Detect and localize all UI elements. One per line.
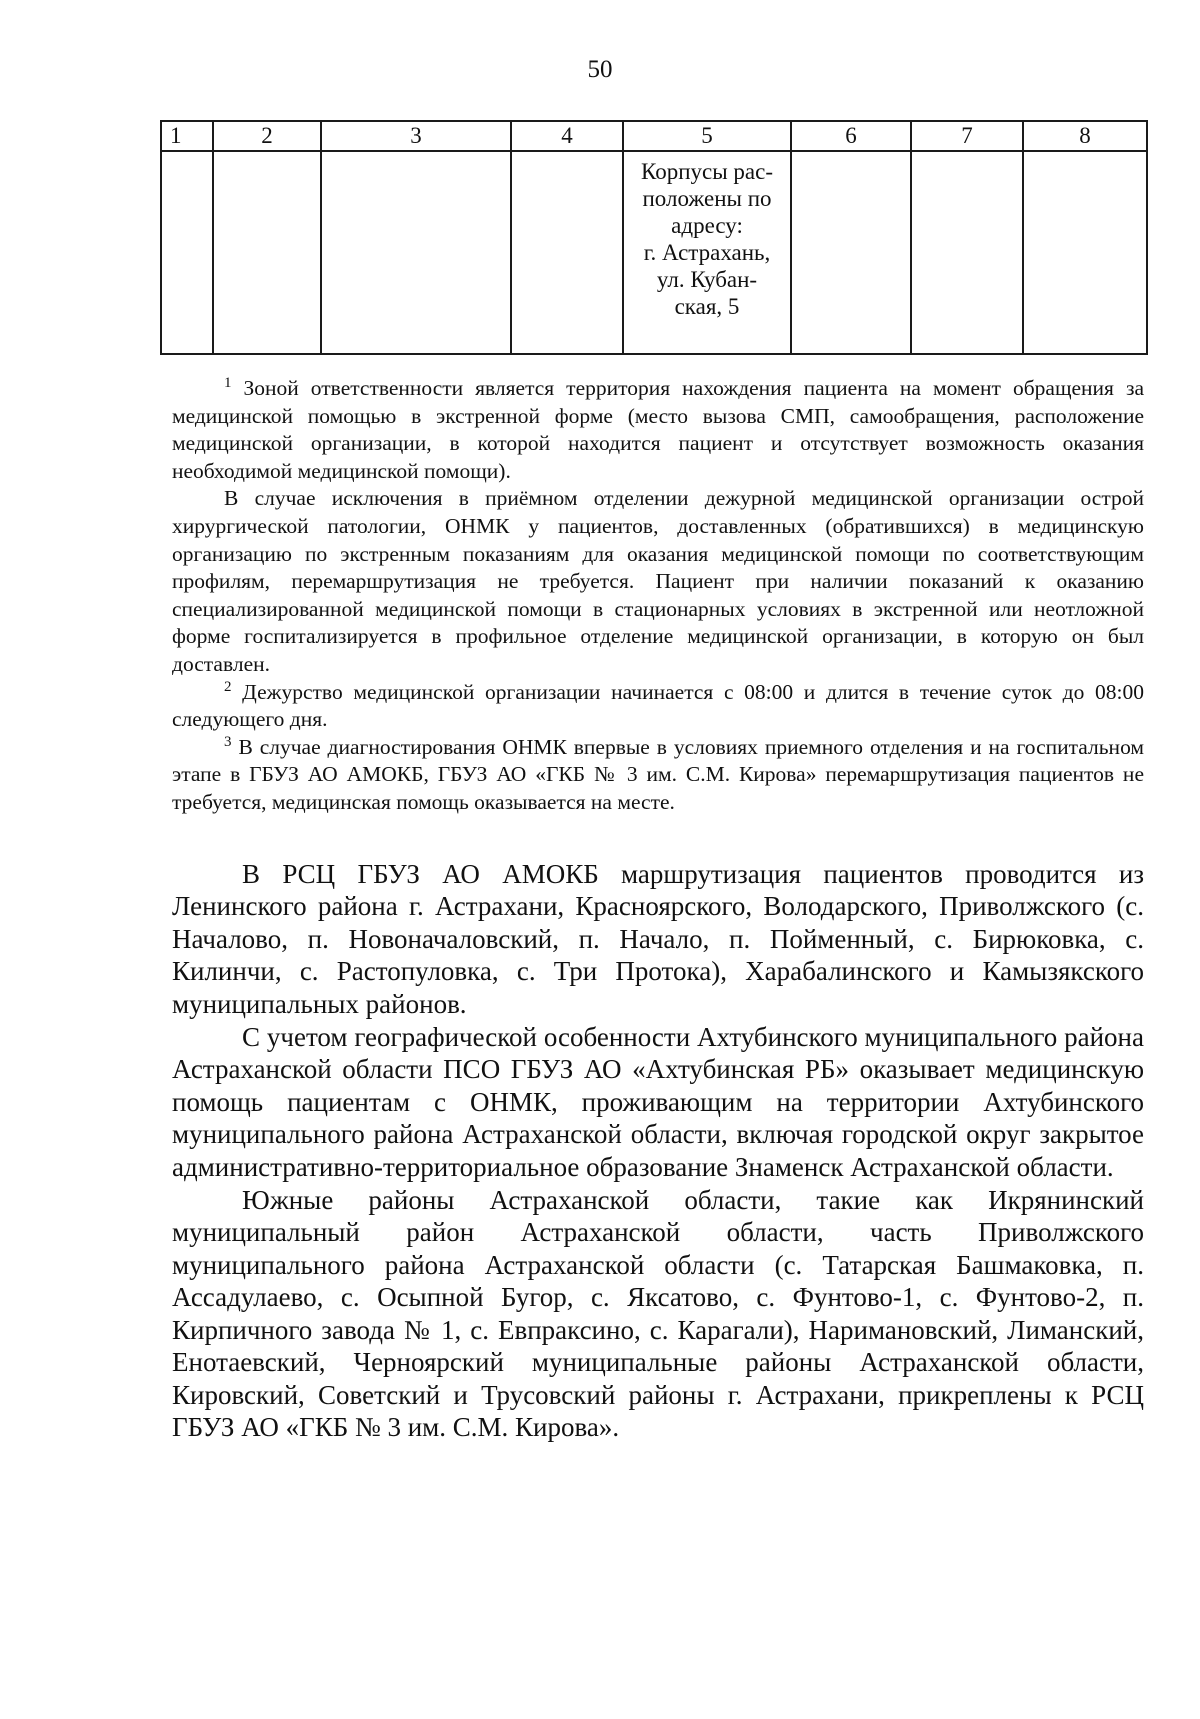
- table-header-cell: 6: [791, 121, 911, 151]
- continuation-table: [160, 120, 1148, 355]
- table-cell: [213, 151, 321, 354]
- address-line: положены по: [642, 186, 772, 211]
- address-line: г. Астрахань,: [643, 240, 771, 265]
- address-line: Корпусы рас-: [641, 159, 773, 184]
- table-header-cell: 2: [213, 121, 321, 151]
- table-row: [161, 151, 1147, 354]
- footnote-mark: 2: [224, 678, 232, 695]
- footnote-mark: 1: [224, 375, 232, 391]
- footnote-text: Зоной ответственности является территория нахождения пациента на момент обращения за медицинской помощью в экстренной форме (место вызова СМП, самообращения, расположение медицинской организации, в которой находится пациент и отсутствует возможность оказания необходимой медицинской помощи).: [172, 376, 1144, 483]
- address-line: ул. Кубан-: [656, 267, 758, 292]
- paragraph: Южные районы Астраханской области, такие как Икрянинский муниципальный район Астраханской области, часть Приволжского муниципального района Астраханской области (с. Татарская Башмаковка, п. Ассадулаево, с. Осыпной Бугор, с. Яксатово, с. Фунтово-1, с. Фунтово-2, п. Кирпичного завода № 1, с. Евпраксино, с. Карагали), Наримановский, Лиманский, Енотаевский, Черноярский муниципальные районы Астраханской области, Кировский, Советский и Трусовский районы г. Астрахани, прикреплены к РСЦ ГБУЗ АО «ГКБ № 3 им. С.М. Кирова».: [172, 1185, 1144, 1442]
- table-header-row: [161, 121, 1147, 151]
- table-cell: [1023, 151, 1147, 354]
- main-text: [172, 858, 1144, 1443]
- footnote: [172, 679, 1144, 734]
- footnote-text: В случае диагностирования ОНМК впервые в условиях приемного отделения и на госпитальном этапе в ГБУЗ АО АМОКБ, ГБУЗ АО «ГКБ № 3 им. С.М. Кирова» перемаршрутизация пациентов не требуется, медицинская помощь оказывается на месте.: [172, 734, 1145, 814]
- table-header-cell: 5: [623, 121, 791, 151]
- table-cell: [911, 151, 1023, 354]
- table-cell: [791, 151, 911, 354]
- footnote: [172, 375, 1144, 485]
- page-number: 50: [587, 56, 613, 83]
- footnote-text: Дежурство медицинской организации начинается с 08:00 и длится в течение суток до 08:00 следующего дня.: [172, 679, 1145, 732]
- table-cell: [321, 151, 511, 354]
- table-cell: [511, 151, 623, 354]
- paragraph: С учетом географической особенности Ахтубинского муниципального района Астраханской области ПСО ГБУЗ АО «Ахтубинская РБ» оказывает медицинскую помощь пациентам с ОНМК, проживающим на территории Ахтубинского муниципального района Астраханской области, включая городской округ закрытое административно-территориальное образование Знаменск Астраханской области.: [172, 1022, 1144, 1182]
- footnotes: [172, 375, 1144, 817]
- table-cell: [161, 151, 213, 354]
- footnote: [172, 734, 1144, 817]
- footnote-mark: 3: [224, 733, 232, 750]
- address-line: адресу:: [671, 213, 743, 238]
- table-header-cell: 7: [911, 121, 1023, 151]
- footnote-continuation: [172, 485, 1144, 678]
- table-header-cell: 3: [321, 121, 511, 151]
- table-cell-address: [623, 151, 791, 354]
- table-header-cell: 4: [511, 121, 623, 151]
- table-header-cell: 8: [1023, 121, 1147, 151]
- address-line: ская, 5: [674, 294, 740, 319]
- table-header-cell: 1: [161, 121, 213, 151]
- paragraph: В РСЦ ГБУЗ АО АМОКБ маршрутизация пациентов проводится из Ленинского района г. Астрахани, Красноярского, Володарского, Приволжского (с. Началово, п. Новоначаловский, п. Начало, п. Пойменный, с. Бирюковка, с. Килинчи, с. Растопуловка, с. Три Протока), Харабалинского и Камызякского муниципальных районов.: [172, 859, 1144, 1019]
- footnote-text: В случае исключения в приёмном отделении дежурной медицинской организации острой хирургической патологии, ОНМК у пациентов, доставленных (обратившихся) в медицинскую организацию по экстренным показаниям для оказания медицинской помощи по соответствующим профилям, перемаршрутизация не требуется. Пациент при наличии показаний к оказанию специализированной медицинской помощи в стационарных условиях в экстренной или неотложной форме госпитализируется в профильное отделение медицинской организации, в которую он был доставлен.: [172, 486, 1144, 676]
